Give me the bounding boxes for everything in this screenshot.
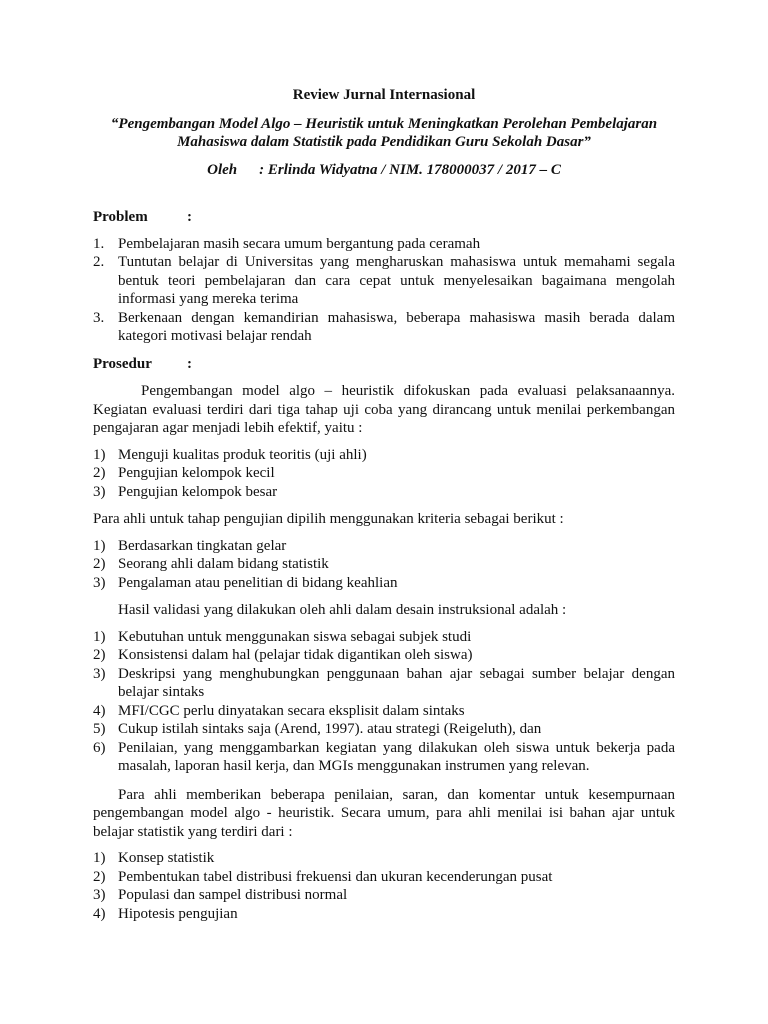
list-item-text: Populasi dan sampel distribusi normal <box>118 887 348 903</box>
list-item <box>93 702 675 721</box>
problem-list <box>93 235 675 346</box>
list-item <box>93 253 675 309</box>
list-item <box>93 464 675 483</box>
journal-title-line-1: “Pengembangan Model Algo – Heuristik untuk Meningkatkan Perolehan Pembelajaran <box>110 115 658 132</box>
list-item <box>93 555 675 574</box>
list-item <box>93 628 675 647</box>
list-item-text: MFI/CGC perlu dinyatakan secara eksplisit dalam sintaks <box>118 702 465 719</box>
list-item-number: 1) <box>93 446 106 463</box>
list-item-number: 2) <box>93 465 106 481</box>
journal-title-line-2: Mahasiswa dalam Statistik pada Pendidikan Guru Sekolah Dasar” <box>177 134 591 150</box>
journal-title <box>93 115 675 152</box>
list-item-text: Deskripsi yang menghubungkan penggunaan bahan ajar sebagai sumber belajar dengan belajar sintaks <box>118 665 675 700</box>
list-item-number: 2) <box>93 556 106 572</box>
list-item-text: Kebutuhan untuk menggunakan siswa sebagai subjek studi <box>118 628 472 645</box>
criteria-intro-paragraph: Para ahli untuk tahap pengujian dipilih menggunakan kriteria sebagai berikut : <box>93 511 564 527</box>
prosedur-intro-paragraph: Pengembangan model algo – heuristik difokuskan pada evaluasi pelaksanaannya. Kegiatan evaluasi terdiri dari tiga tahap uji coba yang dirancang untuk menilai perkembangan pengajaran agar menjadi lebih efektif, yaitu : <box>93 383 675 436</box>
list-item-text: Pengalaman atau penelitian di bidang keahlian <box>118 574 398 591</box>
list-item-text: Penilaian, yang menggambarkan kegiatan yang dilakukan oleh siswa untuk bekerja pada masalah, laporan hasil kerja, dan MGIs menggunakan instrumen yang relevan. <box>118 739 675 774</box>
list-item-text: Menguji kualitas produk teoritis (uji ahli) <box>118 446 367 463</box>
list-item-text: Seorang ahli dalam bidang statistik <box>118 556 329 572</box>
list-item <box>93 868 675 887</box>
list-item-number: 5) <box>93 721 106 737</box>
prosedur-heading-label: Prosedur <box>93 355 152 372</box>
list-item <box>93 235 675 254</box>
list-item-number: 4) <box>93 905 106 922</box>
list-item-text: Pengujian kelompok kecil <box>118 465 275 481</box>
list-item-number: 3) <box>93 887 106 903</box>
list-item-text: Hipotesis pengujian <box>118 905 238 922</box>
list-item-number: 1) <box>93 628 106 645</box>
author-value: : Erlinda Widyatna / NIM. 178000037 / 2017 – C <box>259 161 561 178</box>
list-item-number: 1. <box>93 235 105 252</box>
list-item <box>93 886 675 905</box>
list-item-number: 4) <box>93 702 106 719</box>
list-item-text: Konsistensi dalam hal (pelajar tidak digantikan oleh siswa) <box>118 647 473 663</box>
prosedur-heading <box>93 355 675 374</box>
list-item <box>93 646 675 665</box>
list-item-number: 3. <box>93 309 105 326</box>
list-item <box>93 574 675 593</box>
topics-list <box>93 849 675 923</box>
problem-heading-label: Problem <box>93 209 148 225</box>
list-item-text: Pengujian kelompok besar <box>118 483 278 500</box>
list-item <box>93 309 675 346</box>
problem-heading-colon: : <box>187 209 192 225</box>
author-line <box>93 161 675 180</box>
list-item-text: Konsep statistik <box>118 850 215 866</box>
list-item-number: 3) <box>93 665 106 682</box>
list-item <box>93 483 675 502</box>
author-label: Oleh <box>207 161 238 178</box>
list-item <box>93 665 675 702</box>
list-item <box>93 446 675 465</box>
stages-list <box>93 446 675 502</box>
list-item-number: 3) <box>93 574 106 591</box>
list-item-text: Pembentukan tabel distribusi frekuensi dan ukuran kecenderungan pusat <box>118 868 553 885</box>
list-item-text: Cukup istilah sintaks saja (Arend, 1997). atau strategi (Reigeluth), dan <box>118 721 542 737</box>
list-item <box>93 849 675 868</box>
list-item-number: 2) <box>93 868 106 885</box>
list-item-number: 6) <box>93 739 106 756</box>
list-item-number: 3) <box>93 483 106 500</box>
validation-list <box>93 628 675 776</box>
document-title: Review Jurnal Internasional <box>292 87 476 103</box>
list-item-number: 1) <box>93 850 106 866</box>
assessment-intro-paragraph: Para ahli memberikan beberapa penilaian, saran, dan komentar untuk kesempurnaan pengembangan model algo - heuristik. Secara umum, para ahli menilai isi bahan ajar untuk belajar statistik yang terdiri dari : <box>93 786 675 840</box>
list-item-text: Berkenaan dengan kemandirian mahasiswa, beberapa mahasiswa masih berada dalam kategori motivasi belajar rendah <box>118 309 675 344</box>
prosedur-heading-colon: : <box>187 355 192 372</box>
list-item-text: Berdasarkan tingkatan gelar <box>118 537 287 554</box>
list-item <box>93 905 675 924</box>
list-item-text: Tuntutan belajar di Universitas yang mengharuskan mahasiswa untuk memahami segala bentuk teori pembelajaran dan cara cepat untuk menyelesaikan bagaimana mengolah informasi yang mereka terima <box>118 254 675 307</box>
list-item-number: 2) <box>93 647 106 663</box>
validation-intro-paragraph: Hasil validasi yang dilakukan oleh ahli dalam desain instruksional adalah : <box>118 602 567 618</box>
list-item <box>93 537 675 556</box>
criteria-list <box>93 537 675 593</box>
list-item <box>93 739 675 776</box>
list-item-number: 1) <box>93 537 106 554</box>
list-item-number: 2. <box>93 254 105 270</box>
list-item-text: Pembelajaran masih secara umum bergantung pada ceramah <box>118 235 481 252</box>
list-item <box>93 720 675 739</box>
problem-heading <box>93 208 675 227</box>
